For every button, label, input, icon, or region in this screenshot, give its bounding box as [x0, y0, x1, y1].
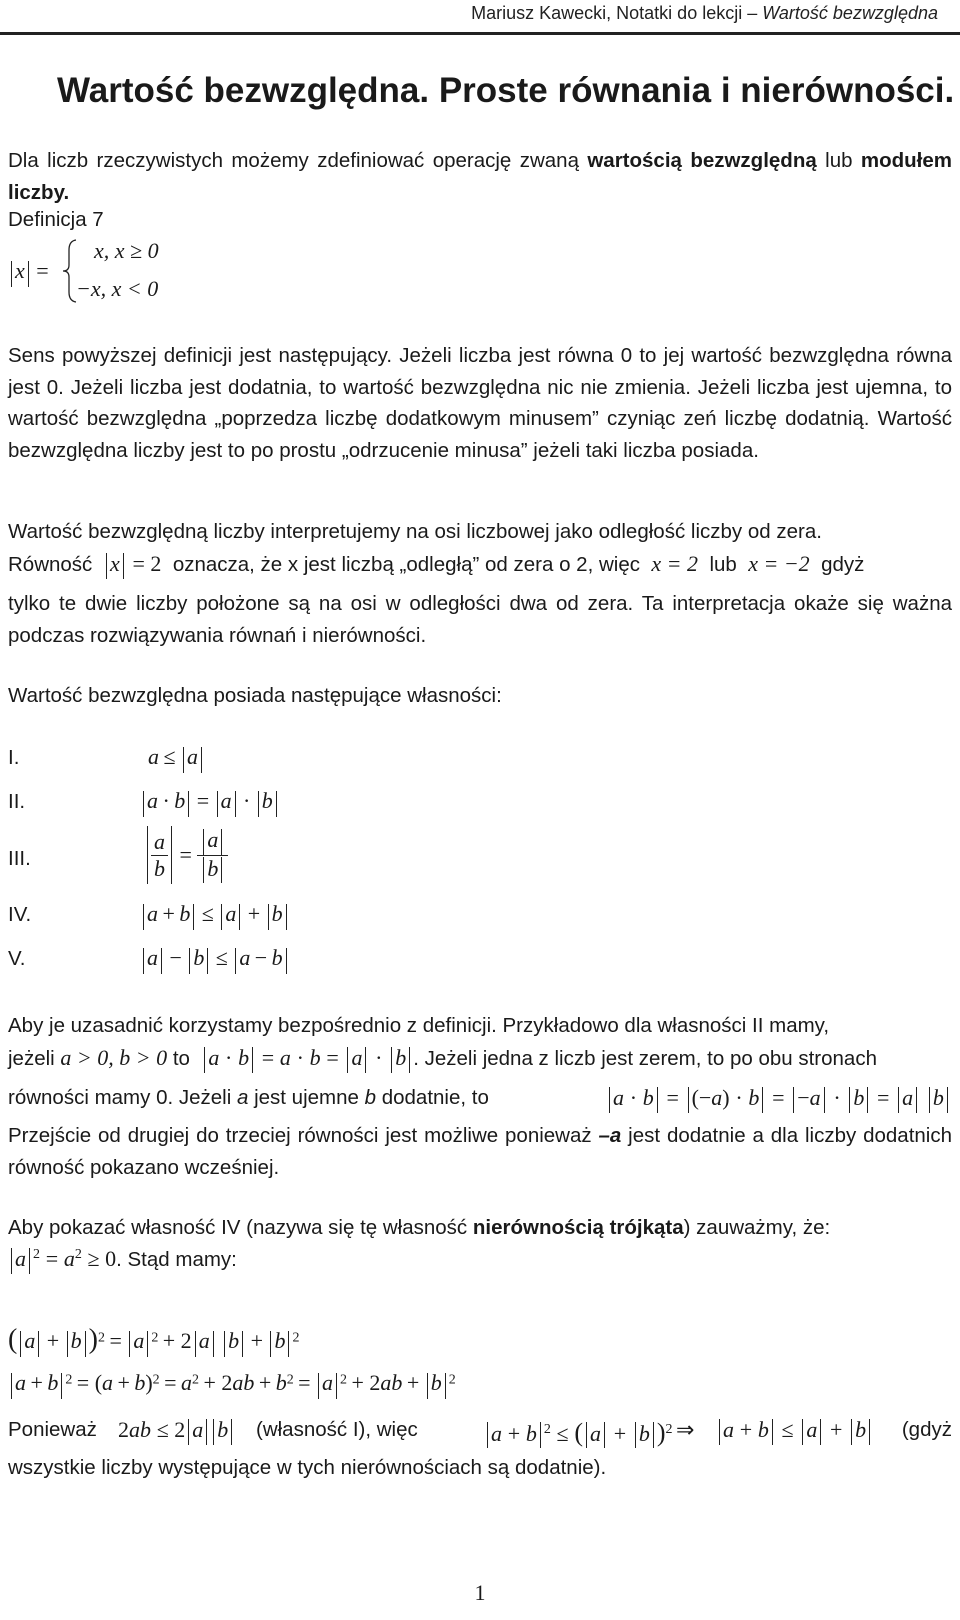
interpretation-line-2: Równość x = 2 oznacza, że x jest liczbą „odległą” od zera o 2, więc x = 2 lub x = −2 gdyż: [8, 548, 952, 581]
property-label-5: V.: [8, 947, 26, 970]
header-text: [471, 3, 938, 24]
interpretation-line-1: Wartość bezwzględną liczby interpretujemy na osi liczbowej jako odległość liczby od zera.: [8, 520, 822, 543]
triangle-line-2: a $^2 = a^2 \ge 0$. Stąd mamy:: [8, 1246, 237, 1274]
property-formula-3: $\frac{a}{b}$ = $\frac{a}{b}$: [144, 826, 228, 884]
page-header: [0, 0, 960, 35]
property-label-4: IV.: [8, 903, 32, 926]
definition-label: Definicja 7: [8, 208, 104, 231]
definition-lhs: x =: [8, 258, 49, 287]
page-title: Wartość bezwzględna. Proste równania i nierówności.: [57, 71, 955, 110]
intro-text-2: lub: [816, 149, 861, 172]
intro-paragraph: [8, 145, 952, 208]
property-formula-1: a ≤ a: [148, 744, 205, 773]
properties-intro: Wartość bezwzględna posiada następujące własności:: [8, 684, 502, 707]
intro-text: Dla liczb rzeczywistych możemy zdefiniować operację zwaną: [8, 149, 588, 172]
definition-formula: [8, 238, 208, 308]
interpretation-line-3: tylko te dwie liczby położone są na osi w odległości dwa od zera. Ta interpretacja okaże się ważna podczas rozwiązywania równań i nierówności.: [8, 592, 952, 647]
property-label-3: III.: [8, 847, 31, 870]
property-formula-4: a + b ≤ a + b: [140, 901, 290, 930]
property-label-1: I.: [8, 746, 20, 769]
triangle-line-1: Aby pokazać własność IV (nazywa się tę własność nierównością trójkąta) zauważmy, że:: [8, 1216, 831, 1239]
property-formula-5: a − b ≤ a − b: [140, 945, 290, 974]
sense-paragraph: Sens powyższej definicji jest następujący. Jeżeli liczba jest równa 0 to jej wartość bezwzględna równa jest 0. Jeżeli liczba jest dodatnia, to wartość bezwzględna nic nie zmienia. Jeżeli liczba jest ujemna, to wartość bezwzględna „poprzedza liczbę dodatkowym minusem” czyniąc zeń liczbę dodatnią. Wartość bezwzględna liczby jest to po prostu „odrzucenie minusa” jeżeli taki liczba posiada.: [8, 344, 952, 462]
property-formula-2: a · b = a · b: [140, 788, 280, 817]
justification-line-3: równości mamy 0. Jeżeli a jest ujemne b dodatnie, to a · b = (−a) · b = −a · b = a b: [8, 1082, 952, 1114]
header-author: Mariusz Kawecki, Notatki do lekcji –: [471, 3, 763, 23]
definition-case-1: x, x ≥ 0: [94, 238, 159, 263]
justification-line-4: Przejście od drugiej do trzeciej równości jest możliwe ponieważ –a jest dodatnie a dla liczby dodatnich równość pokazano wcześniej.: [8, 1124, 952, 1179]
intro-bold-1: wartością bezwzględną: [587, 149, 817, 172]
derivation-line-1: ( a + b )$^2$ = a $^2$ + 2 a b + b $^2$: [8, 1324, 300, 1355]
page-number: 1: [474, 1580, 486, 1605]
derivation-line-2: a + b $^2 = (a + b)^2 = a^2 + 2ab + b^2 = a$ $^2$ + 2ab + b $^2$: [8, 1370, 456, 1399]
intro-bold-2: modułem liczby.: [8, 149, 952, 204]
property-label-2: II.: [8, 790, 26, 813]
justification-line-2: jeżeli a > 0, b > 0 to a · b = a · b = a · b . Jeżeli jedna z liczb jest zerem, to po obu stronach: [8, 1042, 877, 1075]
definition-case-2: −x, x < 0: [76, 276, 159, 301]
conclusion-last-line: wszystkie liczby występujące w tych nierównościach są dodatnie).: [8, 1456, 607, 1479]
justification-line-1: Aby je uzasadnić korzystamy bezpośrednio z definicji. Przykładowo dla własności II mamy,: [8, 1014, 830, 1037]
conclusion-line: Ponieważ 2ab ≤ 2 a b (własność I), więc a + b $^2$ ≤ ( a + b )$^2$ ⇒ a + b ≤ a + b (gdyż: [8, 1417, 952, 1447]
header-topic: Wartość bezwzględna: [762, 3, 938, 23]
